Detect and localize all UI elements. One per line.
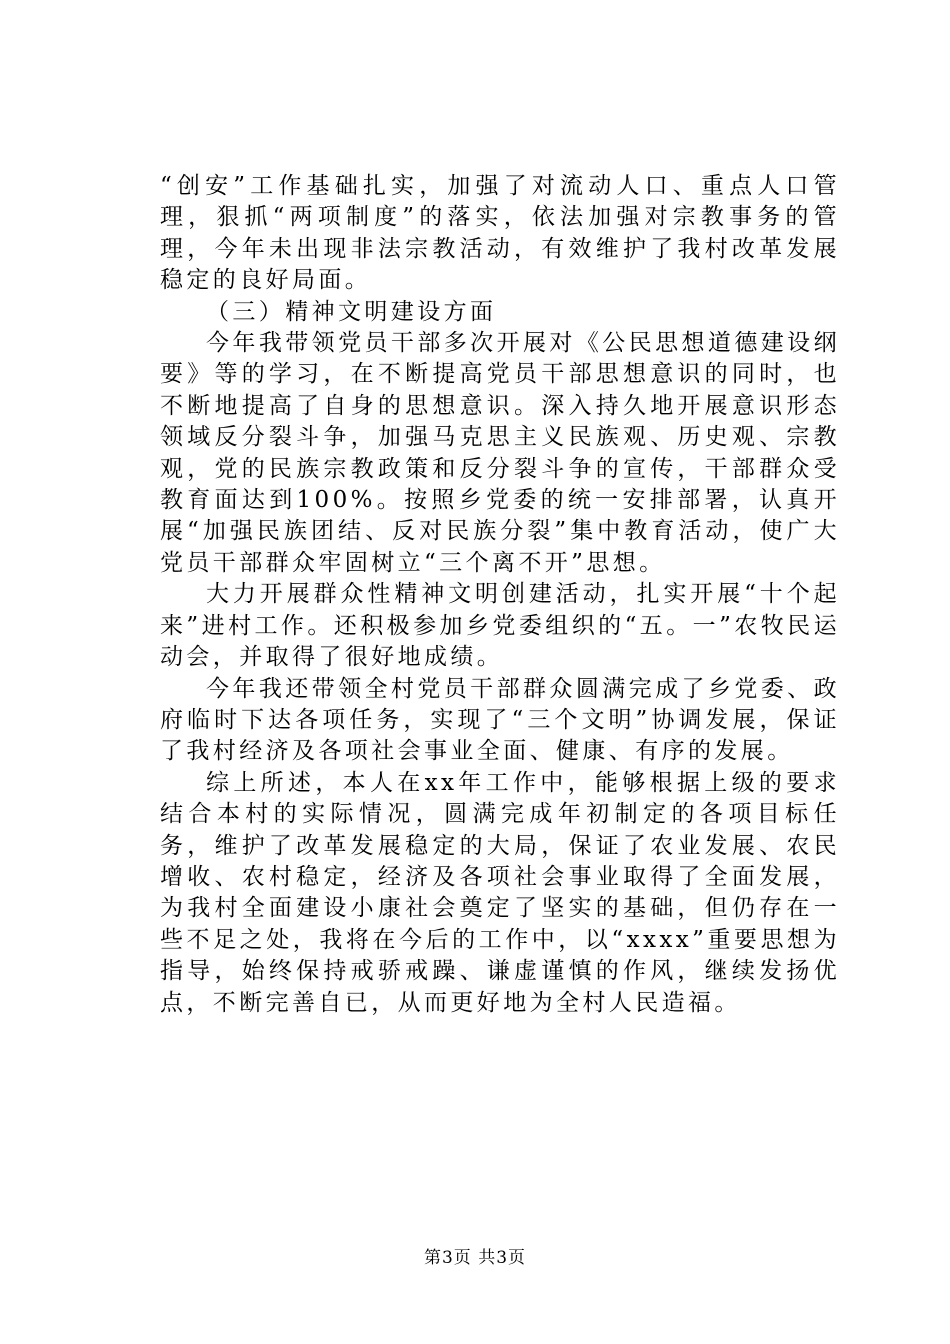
paragraph: 大力开展群众性精神文明创建活动，扎实开展“十个起来”进村工作。还积极参加乡党委组织的“五。一”农牧民运动会，并取得了很好地成绩。 [160, 581, 840, 671]
paragraph-summary: 综上所述，本人在xx年工作中，能够根据上级的要求结合本村的实际情况，圆满完成年初制定的各项目标任务，维护了改革发展稳定的大局，保证了农业发展、农民增收、农村稳定，经济及各项社会事业取得了全面发展，为我村全面建设小康社会奠定了坚实的基础，但仍存在一些不足之处，我将在今后的工作中，以“xxxx”重要思想为指导，始终保持戒骄戒躁、谦虚谨慎的作风，继续发扬优点，不断完善自已，从而更好地为全村人民造福。 [160, 769, 840, 1016]
paragraph: 今年我带领党员干部多次开展对《公民思想道德建设纲要》等的学习，在不断提高党员干部思想意识的同时，也不断地提高了自身的思想意识。深入持久地开展意识形态领域反分裂斗争，加强马克思主义民族观、历史观、宗教观，党的民族宗教政策和反分裂斗争的宣传，干部群众受教育面达到100%。按照乡党委的统一安排部署，认真开展“加强民族团结、反对民族分裂”集中教育活动，使广大党员干部群众牢固树立“三个离不开”思想。 [160, 330, 840, 576]
paragraph-continuation: “创安”工作基础扎实，加强了对流动人口、重点人口管理，狠抓“两项制度”的落实，依法加强对宗教事务的管理，今年未出现非法宗教活动，有效维护了我村改革发展稳定的良好局面。 [160, 173, 840, 294]
paragraph: 今年我还带领全村党员干部群众圆满完成了乡党委、政府临时下达各项任务，实现了“三个文明”协调发展，保证了我村经济及各项社会事业全面、健康、有序的发展。 [160, 675, 840, 765]
section-heading: （三）精神文明建设方面 [206, 298, 497, 325]
page-number-footer: 第3页 共3页 [423, 1248, 527, 1268]
document-body [160, 171, 840, 1019]
